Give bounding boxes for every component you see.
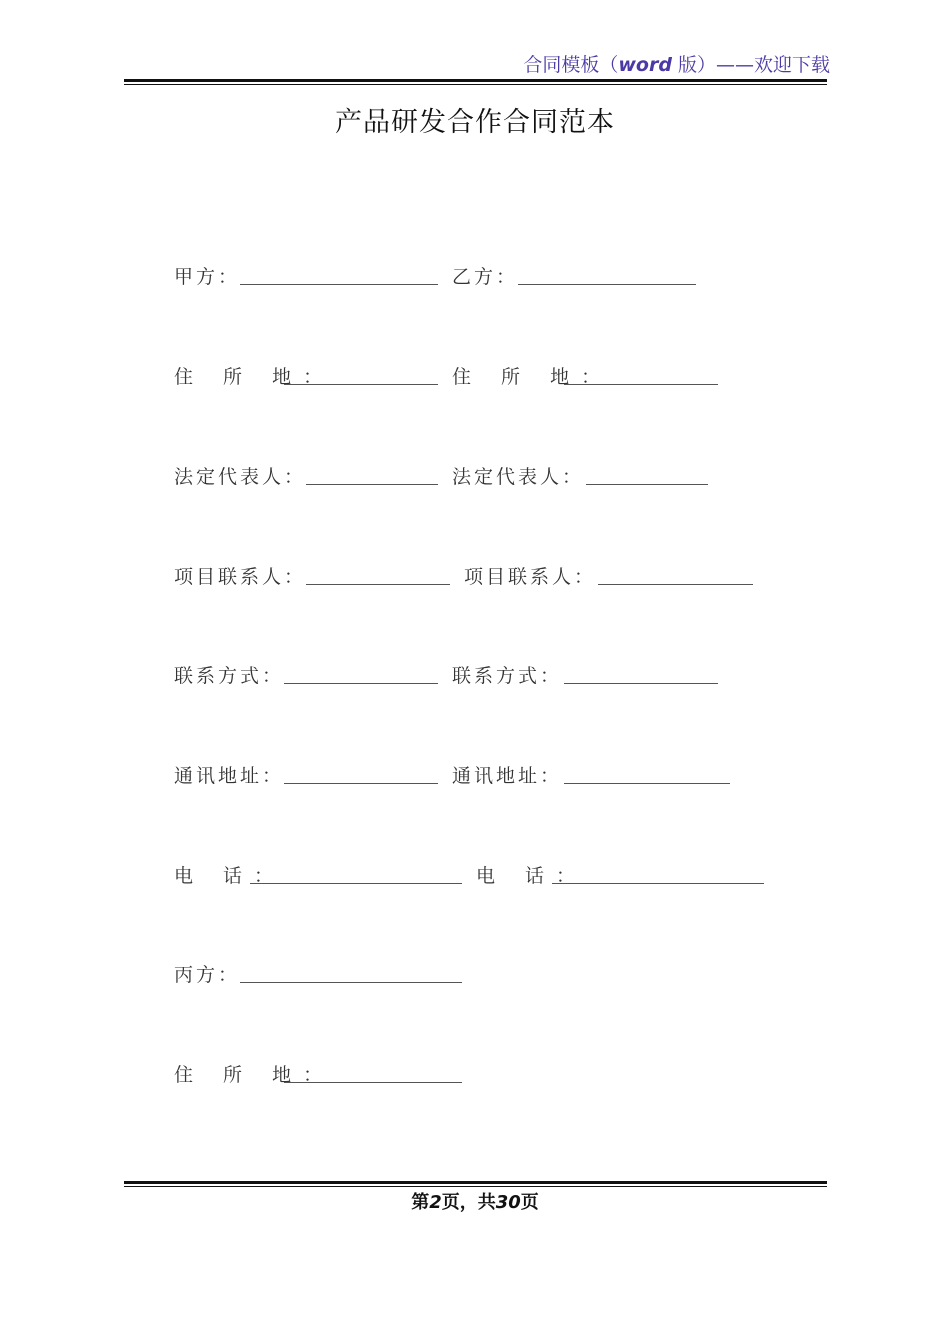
footer-prefix: 第: [411, 1192, 430, 1213]
header-suffix: 版）——欢迎下载: [671, 54, 830, 76]
field-label: 联系方式：: [452, 665, 563, 687]
current-page: 2: [429, 1192, 442, 1213]
blank-line[interactable]: [240, 284, 438, 285]
field-label: 甲方：: [174, 266, 241, 288]
field-label: 电 话：: [174, 865, 286, 887]
blank-line[interactable]: [250, 883, 462, 884]
field-label: 项目联系人：: [464, 566, 597, 588]
document-title: 产品研发合作合同范本: [335, 107, 615, 138]
blank-line[interactable]: [564, 683, 718, 684]
field-label: 丙方：: [174, 964, 241, 986]
footer-rule-thin: [124, 1186, 827, 1187]
field-label: 联系方式：: [174, 665, 285, 687]
blank-line[interactable]: [284, 1082, 462, 1083]
blank-line[interactable]: [306, 584, 450, 585]
footer-middle: 页，共: [441, 1192, 496, 1213]
blank-line[interactable]: [518, 284, 696, 285]
footer-rule-thick: [124, 1181, 827, 1184]
page-number: [0, 1188, 950, 1214]
field-label: 住 所 地：: [452, 366, 613, 388]
blank-line[interactable]: [552, 883, 764, 884]
blank-line[interactable]: [284, 384, 438, 385]
field-label: 乙方：: [452, 266, 519, 288]
header-rule-thick: [124, 79, 827, 82]
footer-suffix: 页: [520, 1192, 539, 1213]
field-label: 通讯地址：: [452, 765, 563, 787]
field-label: 法定代表人：: [452, 466, 585, 488]
blank-line[interactable]: [564, 384, 718, 385]
blank-line[interactable]: [598, 584, 753, 585]
field-label: 通讯地址：: [174, 765, 285, 787]
blank-line[interactable]: [284, 783, 438, 784]
blank-line[interactable]: [306, 484, 438, 485]
field-label: 电 话：: [476, 865, 588, 887]
header-title: [523, 50, 830, 77]
field-label: 项目联系人：: [174, 566, 307, 588]
field-label: 法定代表人：: [174, 466, 307, 488]
total-pages: 30: [495, 1192, 521, 1213]
blank-line[interactable]: [240, 982, 462, 983]
blank-line[interactable]: [564, 783, 730, 784]
header-prefix: 合同模板（: [523, 54, 619, 76]
blank-line[interactable]: [284, 683, 438, 684]
header-rule-thin: [124, 84, 827, 85]
field-label: 住 所 地：: [174, 366, 335, 388]
field-label: 住 所 地：: [174, 1064, 335, 1086]
header-word: word: [618, 54, 672, 76]
blank-line[interactable]: [586, 484, 708, 485]
